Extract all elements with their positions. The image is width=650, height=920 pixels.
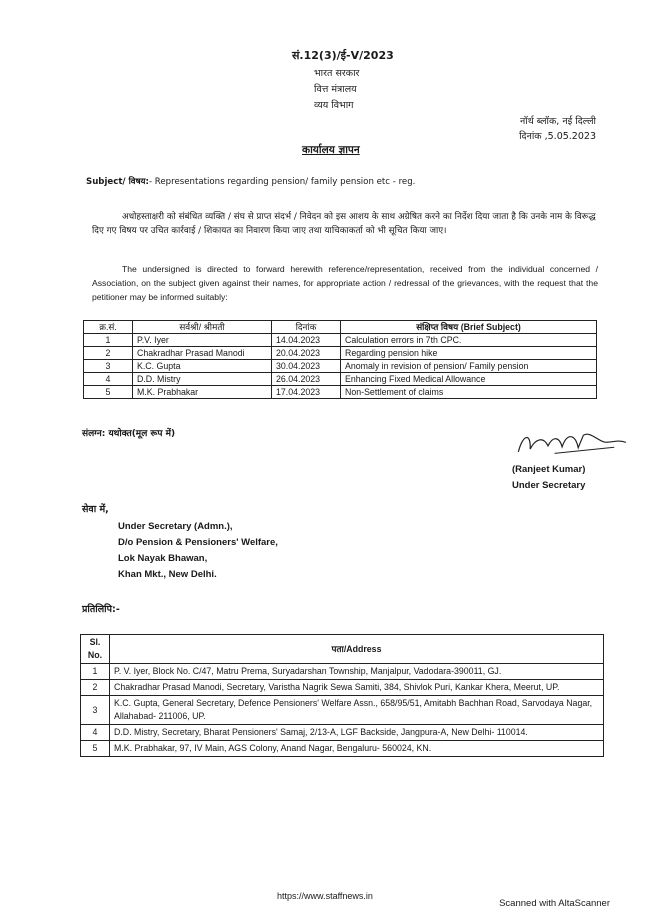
table-row — [84, 347, 597, 360]
addressee-line: Lok Nayak Bhawan, — [118, 553, 208, 564]
enclosure-note: संलग्न: यथोक्त(मूल रूप में) — [82, 429, 176, 439]
signatory-designation: Under Secretary — [512, 480, 586, 491]
cell-subject: Calculation errors in 7th CPC. — [341, 334, 597, 347]
cell-date: 17.04.2023 — [272, 386, 341, 399]
scanner-watermark: Scanned with AltaScanner — [499, 898, 610, 909]
addressee-line: Under Secretary (Admn.), — [118, 521, 233, 532]
table-row — [84, 360, 597, 373]
department-name: व्यय विभाग — [314, 100, 354, 111]
addressee-label: सेवा में, — [82, 504, 109, 515]
column-header-serial: Sl. No. — [81, 635, 110, 664]
addressee-line: D/o Pension & Pensioners' Welfare, — [118, 537, 278, 548]
english-paragraph: The undersigned is directed to forward herewith reference/representation, received from the individual concerned / Association, on the subject given against their names, for appropriate action / redressal of the grievances, with the request that the petitioner may be informed suitably: — [92, 264, 598, 302]
copy-address-table — [80, 634, 604, 757]
cell-serial: 3 — [84, 360, 133, 373]
cell-subject: Anomaly in revision of pension/ Family pension — [341, 360, 597, 373]
cell-address: P. V. Iyer, Block No. C/47, Matru Prema, Suryadarshan Township, Manjalpur, Vadodara-390011, GJ. — [110, 664, 604, 680]
column-header-date: दिनांक — [272, 321, 341, 334]
cell-subject: Non-Settlement of claims — [341, 386, 597, 399]
cell-serial: 3 — [81, 696, 110, 725]
issue-place: नॉर्थ ब्लॉक, नई दिल्ली — [519, 116, 596, 127]
addressee-block — [118, 519, 278, 583]
cell-serial: 2 — [81, 680, 110, 696]
subject-line — [86, 175, 415, 187]
table-row — [84, 334, 597, 347]
cell-name: D.D. Mistry — [133, 373, 272, 386]
cell-name: P.V. Iyer — [133, 334, 272, 347]
cell-subject: Regarding pension hike — [341, 347, 597, 360]
table-row — [81, 680, 604, 696]
cell-serial: 1 — [84, 334, 133, 347]
table-row — [81, 725, 604, 741]
government-name: भारत सरकार — [314, 68, 360, 79]
issue-date: दिनांक ,5.05.2023 — [519, 131, 596, 142]
ministry-name: वित्त मंत्रालय — [314, 84, 357, 95]
cell-serial: 5 — [81, 741, 110, 757]
column-header-subject: संक्षिप्त विषय (Brief Subject) — [341, 321, 597, 334]
cell-serial: 2 — [84, 347, 133, 360]
representation-table — [83, 320, 597, 399]
source-url: https://www.staffnews.in — [277, 891, 373, 901]
cell-name: M.K. Prabhakar — [133, 386, 272, 399]
column-header-name: सर्वश्री/ श्रीमती — [133, 321, 272, 334]
cell-address: K.C. Gupta, General Secretary, Defence Pensioners' Welfare Assn., 658/95/51, Amitabh Bachhan Road, Sarvodaya Nagar, Allahabad- 211006, UP. — [110, 696, 604, 725]
cell-date: 20.04.2023 — [272, 347, 341, 360]
copy-to-label: प्रतिलिपि:- — [82, 604, 120, 615]
column-header-serial: क्र.सं. — [84, 321, 133, 334]
table-row — [81, 741, 604, 757]
table-row — [84, 373, 597, 386]
signature-scribble-icon — [513, 422, 635, 464]
signatory-name: (Ranjeet Kumar) — [512, 464, 586, 475]
cell-serial: 4 — [81, 725, 110, 741]
table-row — [84, 386, 597, 399]
cell-date: 14.04.2023 — [272, 334, 341, 347]
cell-serial: 5 — [84, 386, 133, 399]
table-header-row — [84, 321, 597, 334]
cell-name: Chakradhar Prasad Manodi — [133, 347, 272, 360]
cell-subject: Enhancing Fixed Medical Allowance — [341, 373, 597, 386]
subject-label: Subject/ विषय: — [86, 177, 149, 187]
cell-serial: 1 — [81, 664, 110, 680]
subject-text: - Representations regarding pension/ family pension etc - reg. — [148, 177, 416, 187]
signatory-block — [512, 462, 585, 494]
reference-number: सं.12(3)/ई-V/2023 — [292, 49, 394, 62]
cell-name: K.C. Gupta — [133, 360, 272, 373]
cell-address: Chakradhar Prasad Manodi, Secretary, Varistha Nagrik Sewa Samiti, 384, Shivlok Puri, Kankar Khera, Meerut, UP. — [110, 680, 604, 696]
cell-date: 30.04.2023 — [272, 360, 341, 373]
cell-address: D.D. Mistry, Secretary, Bharat Pensioners' Samaj, 2/13-A, LGF Backside, Jangpura-A, New Delhi- 110014. — [110, 725, 604, 741]
cell-address: M.K. Prabhakar, 97, IV Main, AGS Colony, Anand Nagar, Bengaluru- 560024, KN. — [110, 741, 604, 757]
hindi-paragraph: अधोहस्ताक्षरी को संबंधित व्यक्ति / संघ से प्राप्त संदर्भ / निवेदन को इस आशय के साथ अग्रेषित करने का निर्देश दिया जाता है कि उनके नाम के विरूद्ध दिए गए विषय पर उचित कार्रवाई / शिकायत का निवारण किया जाए तथा याचिकाकर्ता को भी सूचित किया जाए। — [92, 212, 596, 236]
document-type-title: कार्यालय ज्ञापन — [302, 144, 360, 156]
cell-serial: 4 — [84, 373, 133, 386]
table-row — [81, 696, 604, 725]
addressee-line: Khan Mkt., New Delhi. — [118, 569, 217, 580]
cell-date: 26.04.2023 — [272, 373, 341, 386]
table-row — [81, 664, 604, 680]
column-header-address: पता/Address — [110, 635, 604, 664]
table-header-row — [81, 635, 604, 664]
